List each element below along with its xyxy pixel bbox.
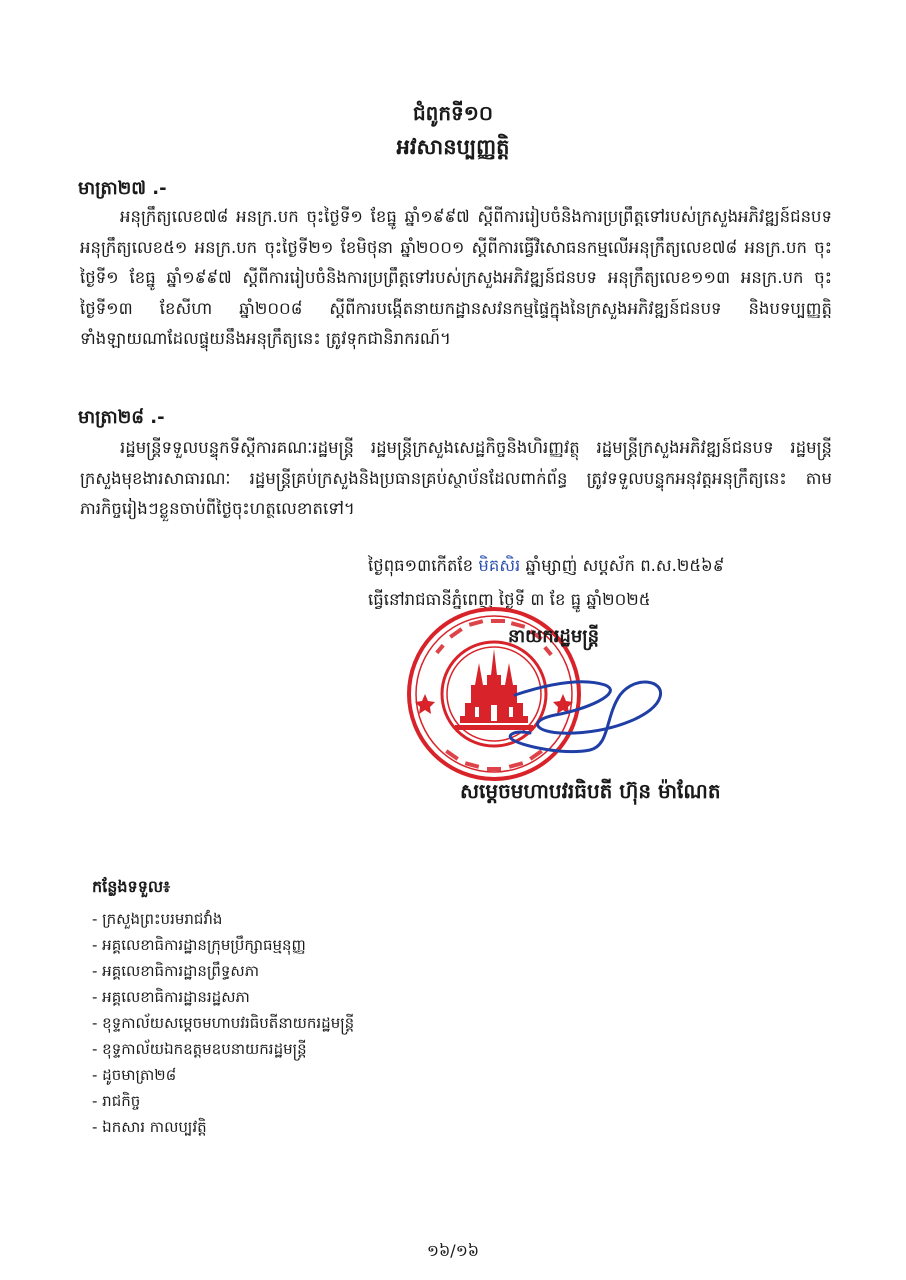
chapter-title: អវសានប្បញ្ញត្តិ — [396, 135, 510, 159]
article-27-text: អនុក្រឹត្យលេខ៧៨ អនក្រ.បក ចុះថ្ងៃទី១ ខែធ្នូ ឆ្នាំ១៩៩៧ ស្តីពីការរៀបចំនិងការប្រព្រឹត្តទៅរបស់ក្រសួងអភិវឌ្ឍន៍ជនបទ អនុក្រឹត្យលេខ៥១ អនក្រ.បក ចុះថ្ងៃទី២១ ខែមិថុនា ឆ្នាំ២០០១ ស្តីពីការធ្វើវិសោធនកម្មលើអនុក្រឹត្យលេខ៧៨ អនក្រ.បក ចុះថ្ងៃទី១ ខែធ្នូ ឆ្នាំ១៩៩៧ ស្តីពីការរៀបចំនិងការប្រព្រឹត្តទៅរបស់ក្រសួងអភិវឌ្ឍន៍ជនបទ អនុក្រឹត្យលេខ១១៣ អនក្រ.បក ចុះថ្ងៃទី១៣ ខែសីហា ឆ្នាំ២០០៨ ស្តីពីការបង្កើតនាយកដ្ឋានសវនកម្មផ្ទៃក្នុងនៃក្រសួងអភិវឌ្ឍន៍ជនបទ និងបទប្បញ្ញត្តិទាំងឡាយណាដែលផ្ទុយនឹងអនុក្រឹត្យនេះ ត្រូវទុកជានិរាករណ៍។ — [80, 207, 832, 348]
article-28-text: រដ្ឋមន្ត្រីទទួលបន្ទុកទីស្តីការគណៈរដ្ឋមន្ត្រី រដ្ឋមន្ត្រីក្រសួងសេដ្ឋកិច្ចនិងហិរញ្ញវត្ថុ រដ្ឋមន្ត្រីក្រសួងអភិវឌ្ឍន៍ជនបទ រដ្ឋមន្ត្រីក្រសួងមុខងារសាធារណៈ រដ្ឋមន្ត្រីគ្រប់ក្រសួងនិងប្រធានគ្រប់ស្ថាប័នដែលពាក់ព័ន្ធ ត្រូវទទួលបន្ទុកអនុវត្តអនុក្រឹត្យនេះ តាមភារកិច្ចរៀងៗខ្លួនចាប់ពីថ្ងៃចុះហត្ថលេខាតទៅ។ — [80, 438, 832, 518]
recipient-item: - អគ្គលេខាធិការដ្ឋានរដ្ឋសភា — [92, 988, 250, 1006]
signer-name: សម្តេចមហាបវរធិបតី ហ៊ុន ម៉ាណែត — [460, 779, 721, 803]
recipients-heading: កន្លែងទទួល៖ — [92, 877, 171, 896]
chapter-number: ជំពូកទី១០ — [412, 101, 494, 125]
lunar-date-month: មិគសិរ — [478, 556, 521, 575]
article-28-heading: មាត្រា២៨ .- — [78, 407, 165, 428]
recipient-item: - អគ្គលេខាធិការដ្ឋានព្រឹទ្ធសភា — [92, 962, 259, 980]
recipient-item: - ខុទ្ទកាល័យឯកឧត្តមឧបនាយករដ្ឋមន្ត្រី — [92, 1040, 307, 1058]
recipient-item: - ដូចមាត្រា២៨ — [92, 1066, 177, 1084]
signer-title: នាយករដ្ឋមន្ត្រី — [508, 626, 600, 647]
recipient-item: - ខុទ្ទកាល័យសម្តេចមហាបវរធិបតីនាយករដ្ឋមន្ត្រី — [92, 1014, 355, 1032]
article-27-heading: មាត្រា២៧ .- — [78, 178, 167, 199]
page-number: ១៦/១៦ — [426, 1241, 480, 1260]
recipient-item: - ក្រសួងព្រះបរមរាជវាំង — [92, 910, 223, 928]
recipient-item: - រាជកិច្ច — [92, 1092, 141, 1110]
lunar-date-prefix: ថ្ងៃពុធ១៣កើតខែ — [368, 556, 474, 575]
lunar-date-suffix: ឆ្នាំម្សាញ់ សប្តស័ក ព.ស.២៥៦៩ — [525, 556, 725, 575]
solar-date: ធ្វើនៅរាជធានីភ្នំពេញ ថ្ងៃទី ៣ ខែ ធ្នូ ឆ្នាំ២០២៥ — [368, 590, 651, 609]
recipient-item: - អគ្គលេខាធិការដ្ឋានក្រុមប្រឹក្សាធម្មនុញ្ញ — [92, 936, 306, 954]
handwritten-signature-icon — [485, 655, 685, 765]
lunar-date — [368, 556, 724, 580]
recipients-list — [92, 906, 354, 1140]
recipient-item: - ឯកសារ កាលប្បវត្តិ — [92, 1118, 207, 1136]
